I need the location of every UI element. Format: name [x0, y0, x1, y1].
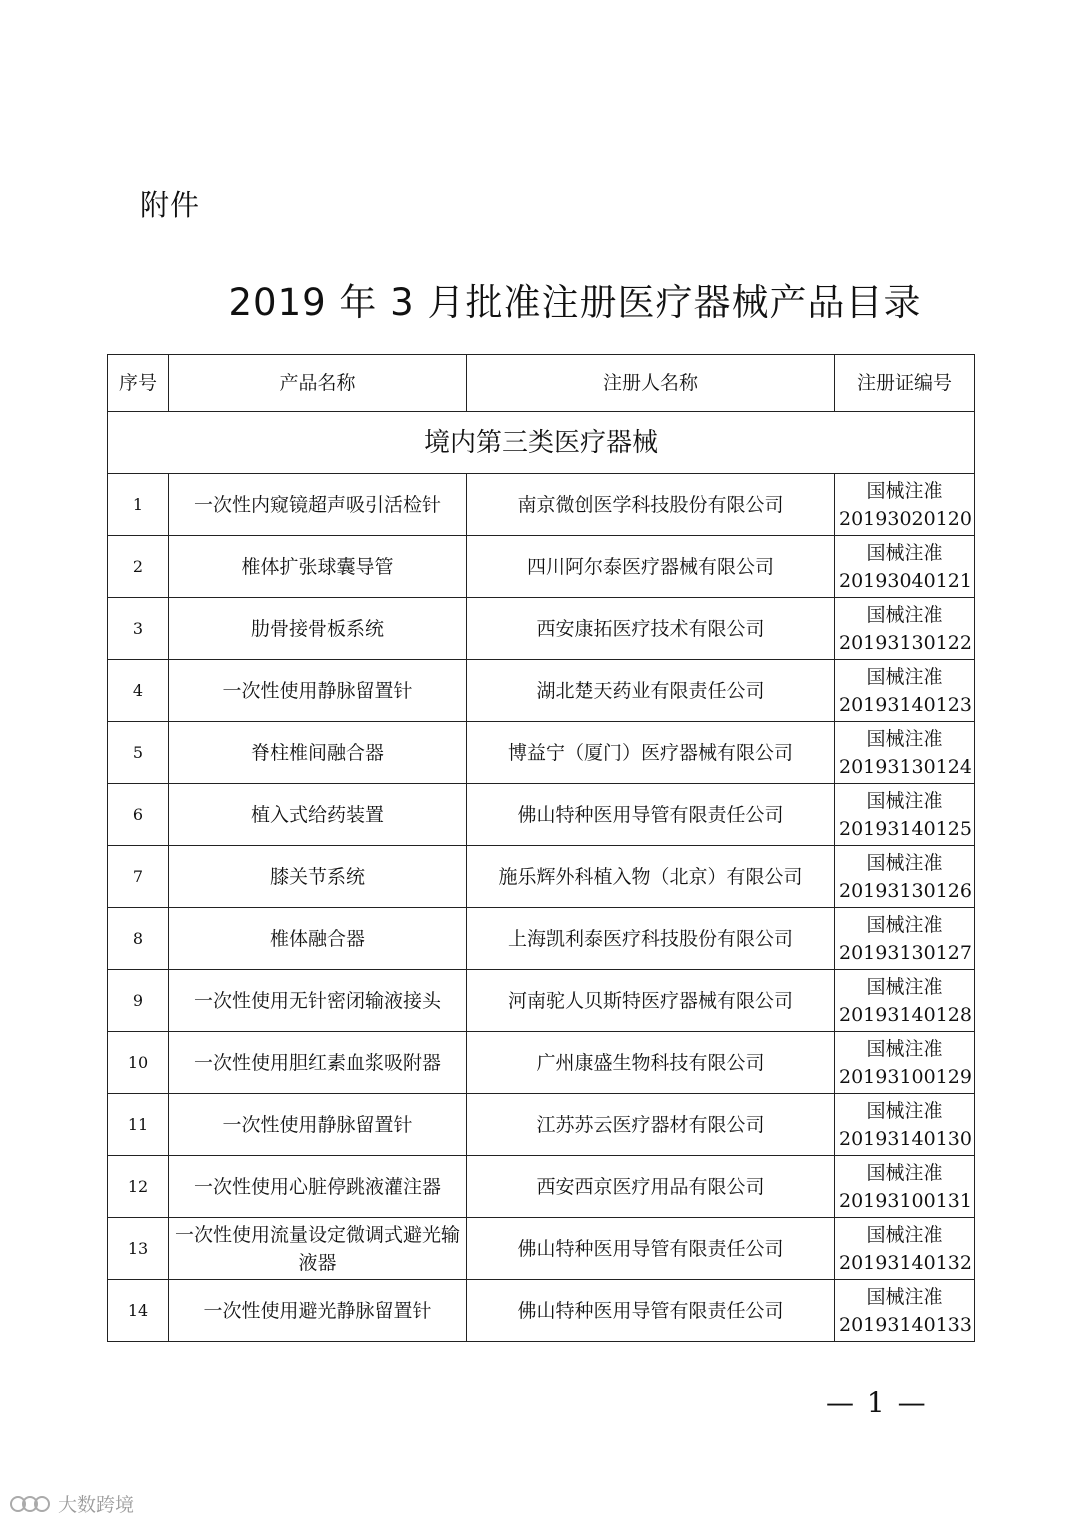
cell-serial: 1	[108, 474, 169, 536]
cell-registrant-name: 佛山特种医用导管有限责任公司	[467, 784, 835, 846]
watermark-text: 大数跨境	[58, 1494, 135, 1516]
cert-prefix: 国械注准	[866, 1161, 943, 1184]
cell-product-name: 椎体融合器	[169, 908, 467, 970]
table-row	[108, 908, 975, 970]
header-cert-number: 注册证编号	[835, 355, 975, 412]
cert-prefix: 国械注准	[866, 789, 943, 812]
table-row	[108, 970, 975, 1032]
cell-serial: 7	[108, 846, 169, 908]
cell-cert-number	[835, 598, 975, 660]
cell-product-name: 一次性内窥镜超声吸引活检针	[169, 474, 467, 536]
cell-registrant-name: 河南驼人贝斯特医疗器械有限公司	[467, 970, 835, 1032]
cell-product-name: 膝关节系统	[169, 846, 467, 908]
cell-product-name: 一次性使用静脉留置针	[169, 660, 467, 722]
page-title: 2019 年 3 月批准注册医疗器械产品目录	[228, 281, 922, 324]
table-row	[108, 846, 975, 908]
cert-prefix: 国械注准	[866, 975, 943, 998]
header-product-name: 产品名称	[169, 355, 467, 412]
cell-cert-number	[835, 536, 975, 598]
cell-cert-number	[835, 846, 975, 908]
cert-prefix: 国械注准	[866, 665, 943, 688]
cert-number: 20193020120	[839, 507, 972, 530]
cell-serial: 4	[108, 660, 169, 722]
cell-serial: 13	[108, 1218, 169, 1280]
watermark	[8, 1490, 134, 1517]
cell-registrant-name: 上海凯利泰医疗科技股份有限公司	[467, 908, 835, 970]
cell-cert-number	[835, 1218, 975, 1280]
cert-number: 20193130126	[839, 879, 972, 902]
cell-product-name: 肋骨接骨板系统	[169, 598, 467, 660]
cell-product-name: 一次性使用心脏停跳液灌注器	[169, 1156, 467, 1218]
cell-cert-number	[835, 784, 975, 846]
cell-cert-number	[835, 660, 975, 722]
cell-cert-number	[835, 970, 975, 1032]
header-serial: 序号	[108, 355, 169, 412]
cell-registrant-name: 四川阿尔泰医疗器械有限公司	[467, 536, 835, 598]
table-row	[108, 1094, 975, 1156]
cell-product-name: 一次性使用避光静脉留置针	[169, 1280, 467, 1342]
cell-cert-number	[835, 1094, 975, 1156]
cert-number: 20193130127	[839, 941, 972, 964]
cert-prefix: 国械注准	[866, 603, 943, 626]
cell-registrant-name: 西安康拓医疗技术有限公司	[467, 598, 835, 660]
cert-number: 20193140123	[839, 693, 972, 716]
table-row	[108, 784, 975, 846]
cell-registrant-name: 佛山特种医用导管有限责任公司	[467, 1218, 835, 1280]
cell-registrant-name: 佛山特种医用导管有限责任公司	[467, 1280, 835, 1342]
cell-product-name: 脊柱椎间融合器	[169, 722, 467, 784]
cell-registrant-name: 江苏苏云医疗器材有限公司	[467, 1094, 835, 1156]
cell-serial: 12	[108, 1156, 169, 1218]
section-row	[108, 412, 975, 474]
cell-product-name: 一次性使用流量设定微调式避光输液器	[169, 1218, 467, 1280]
attachment-label: 附件	[140, 188, 201, 222]
cert-prefix: 国械注准	[866, 479, 943, 502]
cell-serial: 2	[108, 536, 169, 598]
cell-cert-number	[835, 1156, 975, 1218]
cert-number: 20193140128	[839, 1003, 972, 1026]
cell-serial: 11	[108, 1094, 169, 1156]
table-row	[108, 1218, 975, 1280]
cert-prefix: 国械注准	[866, 1223, 943, 1246]
cell-cert-number	[835, 474, 975, 536]
cell-product-name: 一次性使用无针密闭输液接头	[169, 970, 467, 1032]
cell-product-name: 椎体扩张球囊导管	[169, 536, 467, 598]
page-number: — 1 —	[826, 1386, 928, 1419]
cert-number: 20193140125	[839, 817, 972, 840]
table-header-row	[108, 355, 975, 412]
cert-number: 20193140133	[839, 1313, 972, 1336]
cell-serial: 3	[108, 598, 169, 660]
cell-serial: 10	[108, 1032, 169, 1094]
cell-product-name: 植入式给药装置	[169, 784, 467, 846]
cell-cert-number	[835, 1280, 975, 1342]
cell-registrant-name: 南京微创医学科技股份有限公司	[467, 474, 835, 536]
table-row	[108, 1280, 975, 1342]
table-row	[108, 660, 975, 722]
table-row	[108, 598, 975, 660]
cert-prefix: 国械注准	[866, 913, 943, 936]
cert-prefix: 国械注准	[866, 1285, 943, 1308]
cert-number: 20193100129	[839, 1065, 972, 1088]
cell-product-name: 一次性使用胆红素血浆吸附器	[169, 1032, 467, 1094]
cell-cert-number	[835, 908, 975, 970]
header-registrant-name: 注册人名称	[467, 355, 835, 412]
cell-registrant-name: 湖北楚天药业有限责任公司	[467, 660, 835, 722]
cert-number: 20193130124	[839, 755, 972, 778]
cell-serial: 6	[108, 784, 169, 846]
cell-registrant-name: 广州康盛生物科技有限公司	[467, 1032, 835, 1094]
table-row	[108, 536, 975, 598]
registration-table	[107, 354, 975, 1342]
cell-registrant-name: 施乐辉外科植入物（北京）有限公司	[467, 846, 835, 908]
cell-serial: 5	[108, 722, 169, 784]
cell-cert-number	[835, 722, 975, 784]
cert-number: 20193140132	[839, 1251, 972, 1274]
cert-number: 20193130122	[839, 631, 972, 654]
cell-cert-number	[835, 1032, 975, 1094]
cell-serial: 8	[108, 908, 169, 970]
cell-serial: 9	[108, 970, 169, 1032]
cert-prefix: 国械注准	[866, 727, 943, 750]
cert-prefix: 国械注准	[866, 1099, 943, 1122]
table-row	[108, 1156, 975, 1218]
cert-number: 20193140130	[839, 1127, 972, 1150]
table-row	[108, 474, 975, 536]
cert-prefix: 国械注准	[866, 851, 943, 874]
table-row	[108, 722, 975, 784]
watermark-logo-icon	[8, 1492, 52, 1516]
cert-number: 20193040121	[839, 569, 972, 592]
cert-number: 20193100131	[839, 1189, 972, 1212]
cell-product-name: 一次性使用静脉留置针	[169, 1094, 467, 1156]
cert-prefix: 国械注准	[866, 541, 943, 564]
table-row	[108, 1032, 975, 1094]
cell-registrant-name: 西安西京医疗用品有限公司	[467, 1156, 835, 1218]
cell-serial: 14	[108, 1280, 169, 1342]
section-heading: 境内第三类医疗器械	[108, 412, 975, 474]
cert-prefix: 国械注准	[866, 1037, 943, 1060]
cell-registrant-name: 博益宁（厦门）医疗器械有限公司	[467, 722, 835, 784]
